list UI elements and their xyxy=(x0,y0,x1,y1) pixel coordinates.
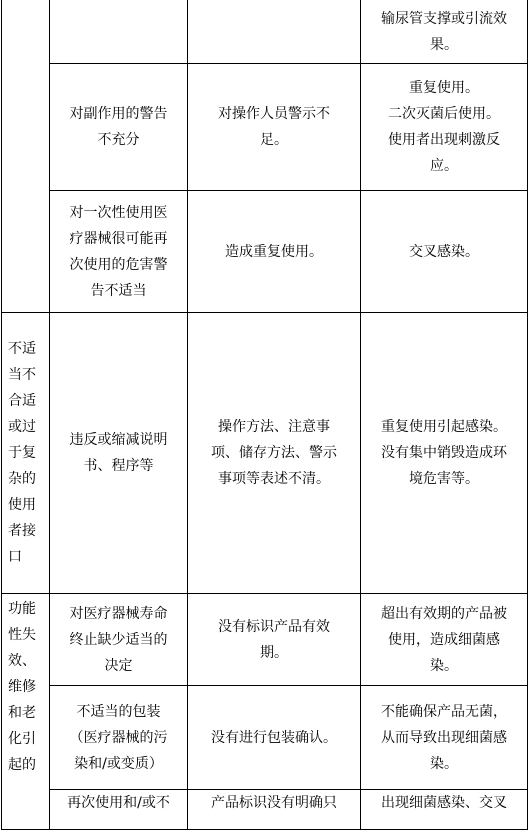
hazard-detail-cell: 产品标识没有明确只 xyxy=(188,790,361,830)
hazard-consequence-cell: 超出有效期的产品被 使用，造成细菌感 染。 xyxy=(361,594,528,686)
table-row xyxy=(2,313,528,594)
hazard-cause-cell xyxy=(50,0,188,64)
hazard-detail-cell: 造成重复使用。 xyxy=(188,191,361,313)
category-cell: 不适 当不 合适 或过 于复 杂的 使用 者接 口 xyxy=(2,313,50,594)
table-row xyxy=(2,191,528,313)
category-cell xyxy=(2,0,50,313)
hazard-consequence-cell: 重复使用引起感染。 没有集中销毁造成环 境危害等。 xyxy=(361,313,528,594)
hazard-consequence-cell: 重复使用。 二次灭菌后使用。 使用者出现刺激反 应。 xyxy=(361,64,528,191)
hazard-detail-cell: 没有进行包装确认。 xyxy=(188,686,361,790)
hazard-cause-cell: 对医疗器械寿命 终止缺少适当的 决定 xyxy=(50,594,188,686)
category-cell: 功能 性失 效、 维修 和老 化引 起的 xyxy=(2,594,50,830)
hazard-detail-cell: 没有标识产品有效 期。 xyxy=(188,594,361,686)
table-row xyxy=(2,64,528,191)
table-row xyxy=(2,686,528,790)
table-row xyxy=(2,790,528,830)
hazard-cause-cell: 对副作用的警告 不充分 xyxy=(50,64,188,191)
hazard-consequence-cell: 输尿管支撑或引流效 果。 xyxy=(361,0,528,64)
hazard-cause-cell: 违反或缩减说明 书、程序等 xyxy=(50,313,188,594)
table-row xyxy=(2,0,528,64)
hazard-detail-cell xyxy=(188,0,361,64)
hazard-consequence-cell: 不能确保产品无菌， 从而导致出现细菌感 染。 xyxy=(361,686,528,790)
hazard-consequence-cell: 交叉感染。 xyxy=(361,191,528,313)
hazard-consequence-cell: 出现细菌感染、交叉 xyxy=(361,790,528,830)
hazard-table xyxy=(1,0,528,830)
table-row xyxy=(2,594,528,686)
hazard-cause-cell: 不适当的包装 （医疗器械的污 染和/或变质） xyxy=(50,686,188,790)
hazard-cause-cell: 再次使用和/或不 xyxy=(50,790,188,830)
hazard-cause-cell: 对一次性使用医 疗器械很可能再 次使用的危害警 告不适当 xyxy=(50,191,188,313)
hazard-detail-cell: 操作方法、注意事 项、储存方法、警示 事项等表述不清。 xyxy=(188,313,361,594)
hazard-detail-cell: 对操作人员警示不 足。 xyxy=(188,64,361,191)
